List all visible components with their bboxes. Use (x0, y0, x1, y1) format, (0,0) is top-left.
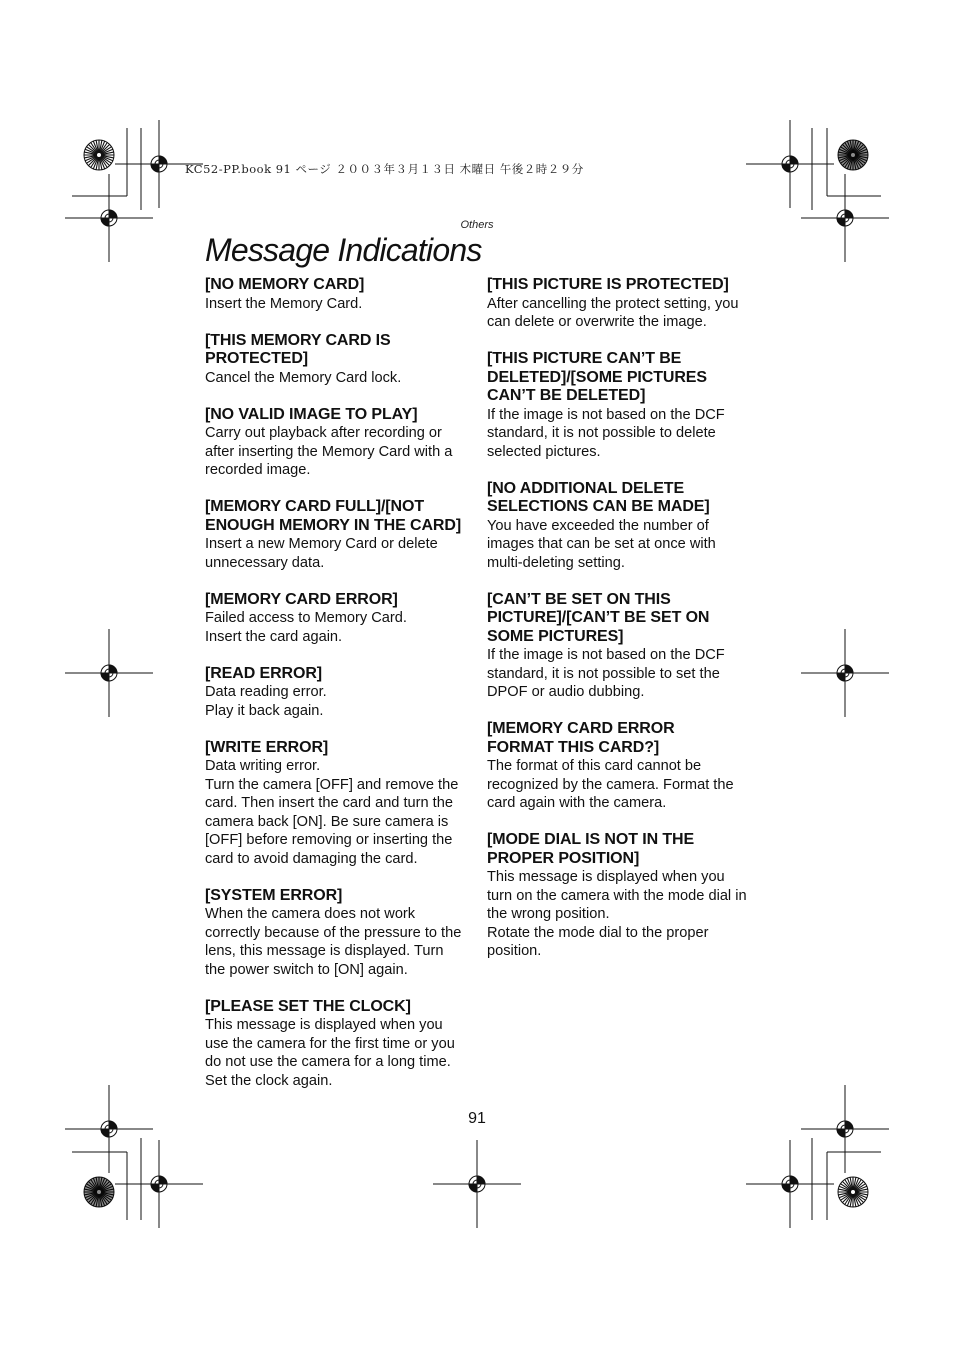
message-title: [NO MEMORY CARD] (205, 276, 365, 293)
message-title: [PLEASE SET THE CLOCK] (205, 997, 411, 1015)
message-description: Insert a new Memory Card or delete unnecessary data. (205, 536, 438, 571)
message-title: [CAN’T BE SET ON THIS PICTURE]/[CAN’T BE SET ON SOME PICTURES] (487, 590, 710, 645)
message-entry (205, 591, 473, 647)
message-entry (205, 998, 473, 1091)
message-title: [THIS PICTURE IS PROTECTED] (487, 276, 729, 293)
message-description: Data reading error. Play it back again. (205, 684, 327, 719)
left-column (205, 276, 473, 1109)
section-label: Others (460, 219, 494, 231)
message-entry (205, 665, 473, 721)
print-header: KC52-PP.book 91 ページ ２００３年３月１３日 木曜日 午後２時２９分 (185, 162, 584, 176)
message-description: When the camera does not work correctly because of the pressure to the lens, this message is displayed. Turn the power switch to [ON] again. (205, 906, 462, 978)
message-description: Insert the Memory Card. (205, 295, 363, 312)
page-title: Message Indications (205, 232, 482, 268)
message-entry (487, 591, 749, 702)
message-entry (487, 831, 749, 961)
message-entry (205, 498, 473, 572)
message-description: This message is displayed when you turn on the camera with the mode dial in the wrong position. Rotate the mode dial to the proper position. (487, 869, 747, 959)
message-entry (205, 887, 473, 980)
message-title: [READ ERROR] (205, 664, 323, 682)
right-column (487, 276, 749, 979)
message-entry (487, 720, 749, 813)
message-description: After cancelling the protect setting, you can delete or overwrite the image. (487, 295, 739, 330)
page-number: 91 (468, 1110, 486, 1127)
message-entry (205, 739, 473, 869)
message-description: Carry out playback after recording or after inserting the Memory Card with a recorded image. (205, 425, 453, 478)
message-title: [THIS PICTURE CAN’T BE DELETED]/[SOME PICTURES CAN’T BE DELETED] (487, 350, 707, 404)
message-description: This message is displayed when you use the camera for the first time or you do not use the camera for a long time. Set the clock again. (205, 1017, 455, 1089)
message-title: [NO VALID IMAGE TO PLAY] (205, 405, 418, 423)
message-description: If the image is not based on the DCF standard, it is not possible to set the DPOF or audio dubbing. (487, 647, 725, 700)
message-description: Failed access to Memory Card. Insert the card again. (205, 610, 407, 645)
message-title: [WRITE ERROR] (205, 738, 329, 756)
message-title: [SYSTEM ERROR] (205, 886, 343, 904)
message-description: You have exceeded the number of images that can be set at once with multi-deleting setting. (487, 517, 716, 571)
message-entry (205, 406, 473, 480)
message-entry (487, 276, 749, 332)
message-title: [NO ADDITIONAL DELETE SELECTIONS CAN BE MADE] (487, 479, 710, 515)
message-entry (487, 480, 749, 573)
message-title: [MEMORY CARD ERROR] (205, 590, 398, 608)
message-description: Cancel the Memory Card lock. (205, 369, 402, 386)
message-title: [MEMORY CARD ERROR FORMAT THIS CARD?] (487, 720, 675, 756)
message-entry (487, 350, 749, 461)
message-title: [MODE DIAL IS NOT IN THE PROPER POSITION] (487, 831, 695, 867)
message-entry (205, 276, 473, 313)
message-entry (205, 332, 473, 388)
message-title: [MEMORY CARD FULL]/[NOT ENOUGH MEMORY IN THE CARD] (205, 498, 462, 534)
message-description: If the image is not based on the DCF standard, it is not possible to delete selected pictures. (487, 406, 725, 460)
message-description: The format of this card cannot be recognized by the camera. Format the card again with the camera. (487, 758, 734, 811)
message-description: Data writing error. Turn the camera [OFF] and remove the card. Then insert the card and turn the camera back [ON]. Be sure camera is [OFF] before removing or inserting the card to avoid damaging the card. (205, 758, 459, 867)
message-title: [THIS MEMORY CARD IS PROTECTED] (205, 331, 391, 367)
